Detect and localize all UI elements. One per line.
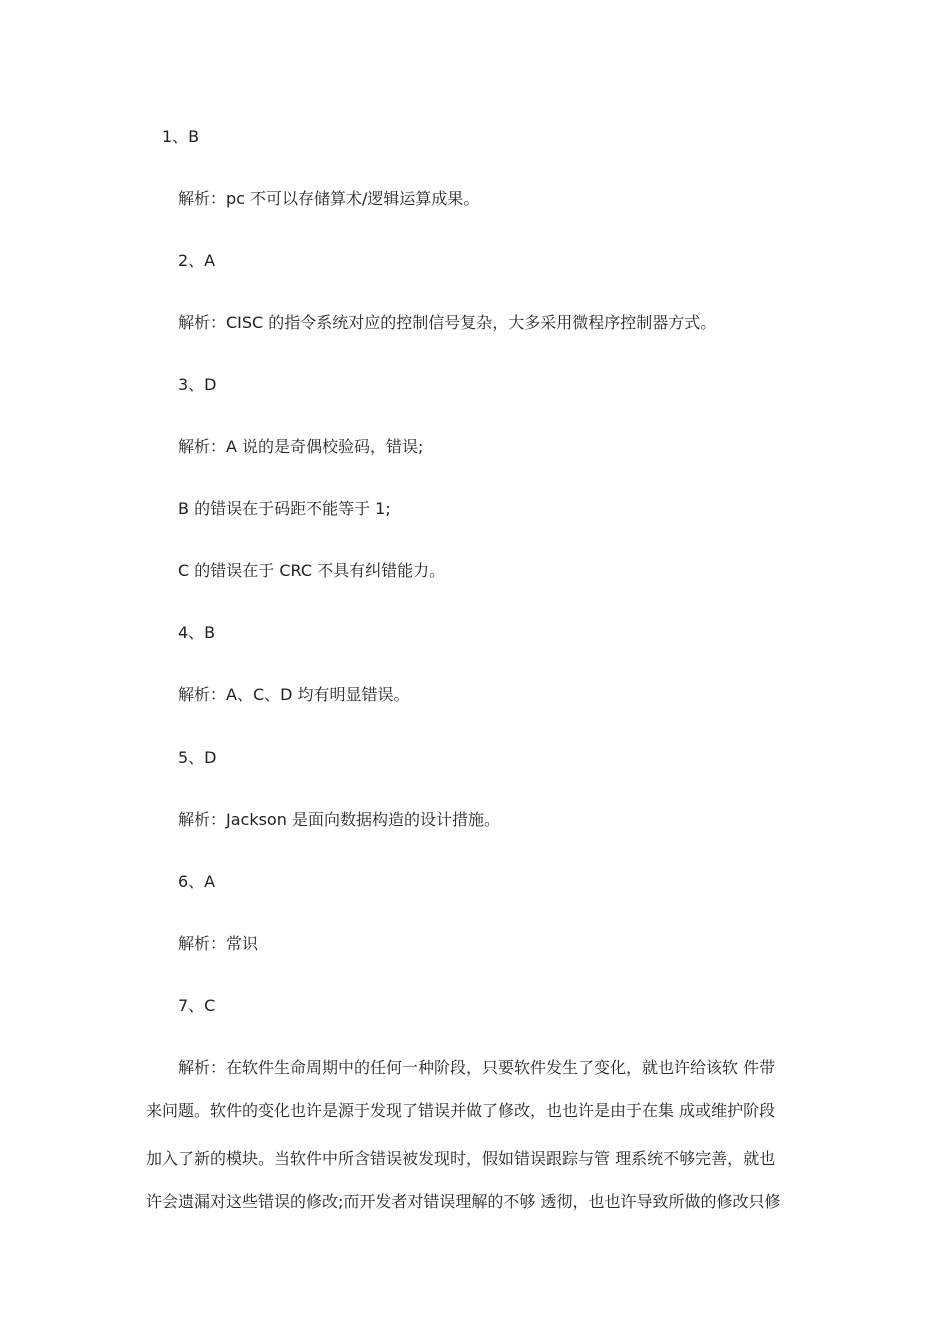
- analysis-1: 解析：pc 不可以存储算术/逻辑运算成果。: [178, 189, 480, 208]
- answer-7: 7、C: [178, 996, 216, 1015]
- analysis-7-line: 加入了新的模块。当软件中所含错误被发现时，假如错误跟踪与管 理系统不够完善，就也: [146, 1149, 776, 1168]
- analysis-7-line: 来问题。软件的变化也许是源于发现了错误并做了修改，也也许是由于在集 成或维护阶段: [146, 1101, 776, 1120]
- analysis-7-line: 许会遗漏对这些错误的修改;而开发者对错误理解的不够 透彻，也也许导致所做的修改只修: [146, 1192, 781, 1211]
- answer-6: 6、A: [178, 872, 216, 891]
- analysis-5: 解析：Jackson 是面向数据构造的设计措施。: [178, 810, 500, 829]
- answer-3: 3、D: [178, 375, 217, 394]
- analysis-7-line: 解析：在软件生命周期中的任何一种阶段，只要软件发生了变化，就也许给该软 件带: [178, 1058, 776, 1077]
- answer-2: 2、A: [178, 251, 216, 270]
- analysis-4: 解析：A、C、D 均有明显错误。: [178, 685, 410, 704]
- analysis-6: 解析：常识: [178, 934, 259, 953]
- analysis-3-b: B 的错误在于码距不能等于 1;: [178, 499, 391, 518]
- analysis-3-a: 解析：A 说的是奇偶校验码，错误;: [178, 437, 424, 456]
- analysis-2: 解析：CISC 的指令系统对应的控制信号复杂，大多采用微程序控制器方式。: [178, 313, 717, 332]
- analysis-3-c: C 的错误在于 CRC 不具有纠错能力。: [178, 561, 446, 580]
- answer-4: 4、B: [178, 623, 216, 642]
- answer-5: 5、D: [178, 748, 217, 767]
- answer-1: 1、B: [162, 127, 200, 146]
